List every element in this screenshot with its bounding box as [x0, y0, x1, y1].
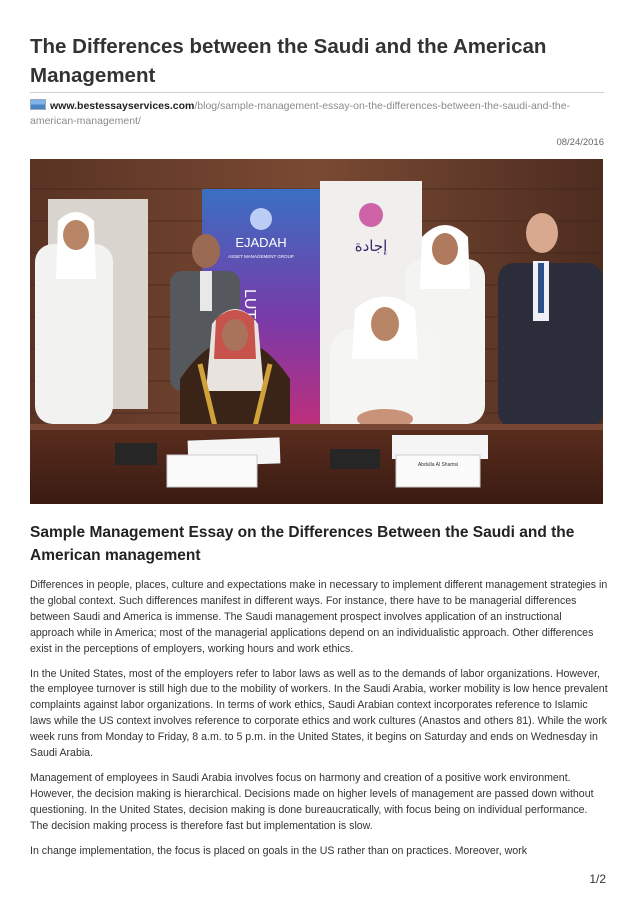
article-body: [30, 578, 608, 869]
page-number: 1/2: [589, 872, 606, 886]
ejadah-logo-icon: [250, 208, 272, 230]
publish-date: 08/24/2016: [556, 137, 604, 148]
ejadah-logo-arabic-icon: [359, 203, 383, 227]
banner-ejadah-subtext: ASSET MANAGEMENT GROUP: [228, 254, 294, 259]
banner-arabic-text: إجادة: [354, 237, 388, 255]
paragraph: In the United States, most of the employers refer to labor laws as well as to the demands of labor organizations. However, the employee turnover is still high due to the mobility of workers. In the Saudi Arabia, worker mobility is low hence prevalent complaints against labor organizations. In terms of work ethics, Saudi Arabian context incorporates reference to Islamic laws while the US context involves reference to corporate ethics and work cultures (Anastos and others 81). While the work week runs from Monday to Friday, 8 a.m. to 5 p.m. in the United States, it begins on Saturday and ends on Wednesday in Saudi Arabia.: [30, 667, 608, 760]
source-path[interactable]: /blog/sample-management-essay-on-the-differences-between-the-saudi-and-the-american-management/: [30, 100, 571, 127]
source-url[interactable]: [30, 99, 606, 129]
site-favicon-icon: [30, 99, 46, 110]
signing-ceremony-photo: [30, 159, 603, 504]
paragraph: Differences in people, places, culture and expectations make in necessary to implement different management strategies in the global context. Such differences manifest in different ways. For instance, there have to be managerial differences between Saudi and America is immense. The Saudi management prospect involves application of an instructional approach while in America; most of the managerial applications depend on an individualistic approach. Other differences exist in the perceptions of employers, working hours and work ethics.: [30, 579, 608, 655]
banner-ejadah-text: EJADAH: [235, 235, 287, 250]
document-title: The Differences between the Saudi and the American Management: [30, 35, 547, 87]
title-divider: [30, 92, 604, 93]
paragraph: In change implementation, the focus is placed on goals in the US rather than on practices. Moreover, work: [30, 844, 528, 857]
article-heading: Sample Management Essay on the Differences Between the Saudi and the American management: [30, 524, 575, 564]
source-site[interactable]: www.bestessayservices.com: [50, 100, 195, 112]
paragraph: Management of employees in Saudi Arabia involves focus on harmony and creation of a positive work environment. However, the decision making is hierarchical. Decisions made on higher levels of management are passed down without questioning. In the United States, decision making is done bureaucratically, with focus being on individual performance. The decision making process is therefore fast but implementation is slow.: [30, 771, 594, 832]
nameplate-right-text: Abdulla Al Shamsi: [417, 462, 459, 468]
